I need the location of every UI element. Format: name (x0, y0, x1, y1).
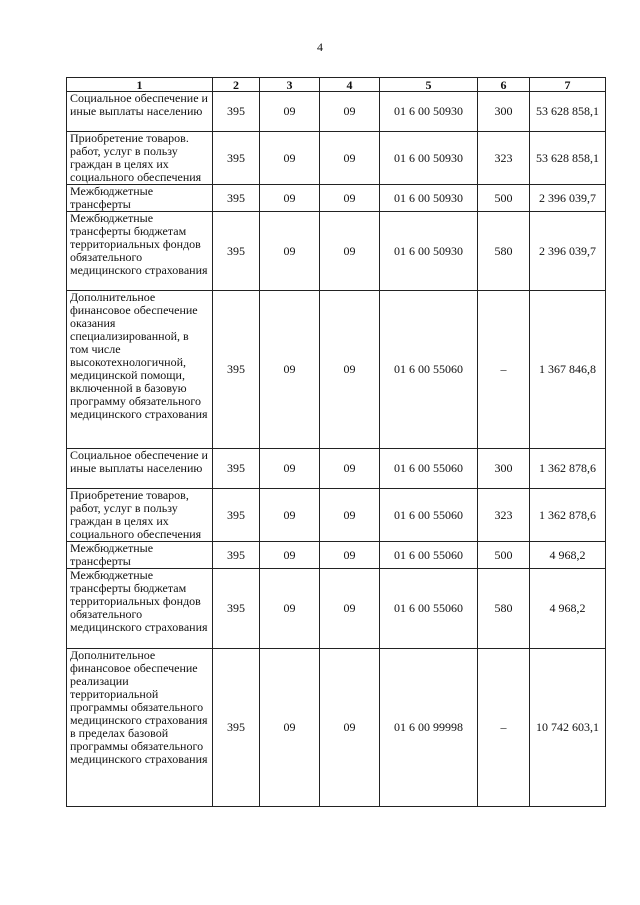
row-code-4: 09 (320, 542, 380, 569)
row-code-4: 09 (320, 489, 380, 542)
row-code-5: 01 6 00 50930 (380, 185, 478, 212)
row-amount: 1 367 846,8 (530, 291, 606, 449)
row-code-6: 500 (478, 542, 530, 569)
row-amount: 53 628 858,1 (530, 92, 606, 132)
row-code-4: 09 (320, 449, 380, 489)
row-code-2: 395 (213, 185, 260, 212)
row-code-5: 01 6 00 50930 (380, 92, 478, 132)
row-amount: 10 742 603,1 (530, 649, 606, 807)
row-code-2: 395 (213, 489, 260, 542)
row-name: Межбюджетные трансферты (67, 185, 213, 212)
row-name: Межбюджетные трансферты (67, 542, 213, 569)
row-code-4: 09 (320, 649, 380, 807)
table-row (67, 542, 606, 569)
row-code-2: 395 (213, 92, 260, 132)
row-code-5: 01 6 00 99998 (380, 649, 478, 807)
row-code-3: 09 (260, 569, 320, 649)
table-row (67, 291, 606, 449)
header-row (67, 78, 606, 92)
row-name: Социальное обеспечение и иные выплаты населению (67, 92, 213, 132)
row-code-2: 395 (213, 449, 260, 489)
row-code-4: 09 (320, 212, 380, 291)
row-amount: 4 968,2 (530, 542, 606, 569)
row-code-6: – (478, 649, 530, 807)
row-code-6: 323 (478, 489, 530, 542)
row-amount: 4 968,2 (530, 569, 606, 649)
row-code-3: 09 (260, 291, 320, 449)
row-code-6: – (478, 291, 530, 449)
row-amount: 2 396 039,7 (530, 212, 606, 291)
row-code-4: 09 (320, 569, 380, 649)
row-amount: 1 362 878,6 (530, 489, 606, 542)
row-code-3: 09 (260, 649, 320, 807)
row-code-5: 01 6 00 50930 (380, 132, 478, 185)
column-header: 6 (478, 78, 530, 92)
row-name: Межбюджетные трансферты бюджетам территориальных фондов обязательного медицинского страхования (67, 569, 213, 649)
row-amount: 53 628 858,1 (530, 132, 606, 185)
row-amount: 2 396 039,7 (530, 185, 606, 212)
row-name: Дополнительное финансовое обеспечение оказания специализированной, в том числе высокотехнологичной, медицинской помощи, включенной в базовую программу обязательного медицинского страхования (67, 291, 213, 449)
row-name: Приобретение товаров. работ, услуг в пользу граждан в целях их социального обеспечения (67, 132, 213, 185)
row-code-6: 323 (478, 132, 530, 185)
page-number: 4 (317, 40, 323, 54)
row-code-6: 580 (478, 569, 530, 649)
table-row (67, 489, 606, 542)
row-name: Межбюджетные трансферты бюджетам территориальных фондов обязательного медицинского страхования (67, 212, 213, 291)
column-header: 1 (67, 78, 213, 92)
row-code-4: 09 (320, 132, 380, 185)
column-header: 5 (380, 78, 478, 92)
row-code-2: 395 (213, 132, 260, 185)
budget-table (66, 77, 606, 807)
column-header: 3 (260, 78, 320, 92)
row-code-3: 09 (260, 185, 320, 212)
row-amount: 1 362 878,6 (530, 449, 606, 489)
row-code-6: 580 (478, 212, 530, 291)
row-code-2: 395 (213, 212, 260, 291)
row-code-5: 01 6 00 55060 (380, 449, 478, 489)
row-name: Социальное обеспечение и иные выплаты населению (67, 449, 213, 489)
row-code-5: 01 6 00 55060 (380, 542, 478, 569)
row-code-2: 395 (213, 291, 260, 449)
table-row (67, 212, 606, 291)
row-code-6: 300 (478, 449, 530, 489)
row-code-3: 09 (260, 92, 320, 132)
row-code-3: 09 (260, 132, 320, 185)
row-code-5: 01 6 00 55060 (380, 489, 478, 542)
table-row (67, 569, 606, 649)
row-code-4: 09 (320, 185, 380, 212)
column-header: 4 (320, 78, 380, 92)
row-code-3: 09 (260, 542, 320, 569)
row-name: Дополнительное финансовое обеспечение реализации территориальной программы обязательного медицинского страхования в пределах базовой программы обязательного медицинского страхования (67, 649, 213, 807)
row-code-6: 300 (478, 92, 530, 132)
table-row (67, 649, 606, 807)
row-code-2: 395 (213, 649, 260, 807)
row-code-2: 395 (213, 569, 260, 649)
column-header: 2 (213, 78, 260, 92)
row-code-3: 09 (260, 449, 320, 489)
row-code-4: 09 (320, 92, 380, 132)
row-code-3: 09 (260, 489, 320, 542)
row-code-5: 01 6 00 50930 (380, 212, 478, 291)
table-row (67, 185, 606, 212)
row-code-4: 09 (320, 291, 380, 449)
row-code-2: 395 (213, 542, 260, 569)
row-code-5: 01 6 00 55060 (380, 291, 478, 449)
table-row (67, 92, 606, 132)
row-code-5: 01 6 00 55060 (380, 569, 478, 649)
row-name: Приобретение товаров, работ, услуг в пользу граждан в целях их социального обеспечения (67, 489, 213, 542)
table-row (67, 132, 606, 185)
column-header: 7 (530, 78, 606, 92)
table-row (67, 449, 606, 489)
row-code-6: 500 (478, 185, 530, 212)
row-code-3: 09 (260, 212, 320, 291)
